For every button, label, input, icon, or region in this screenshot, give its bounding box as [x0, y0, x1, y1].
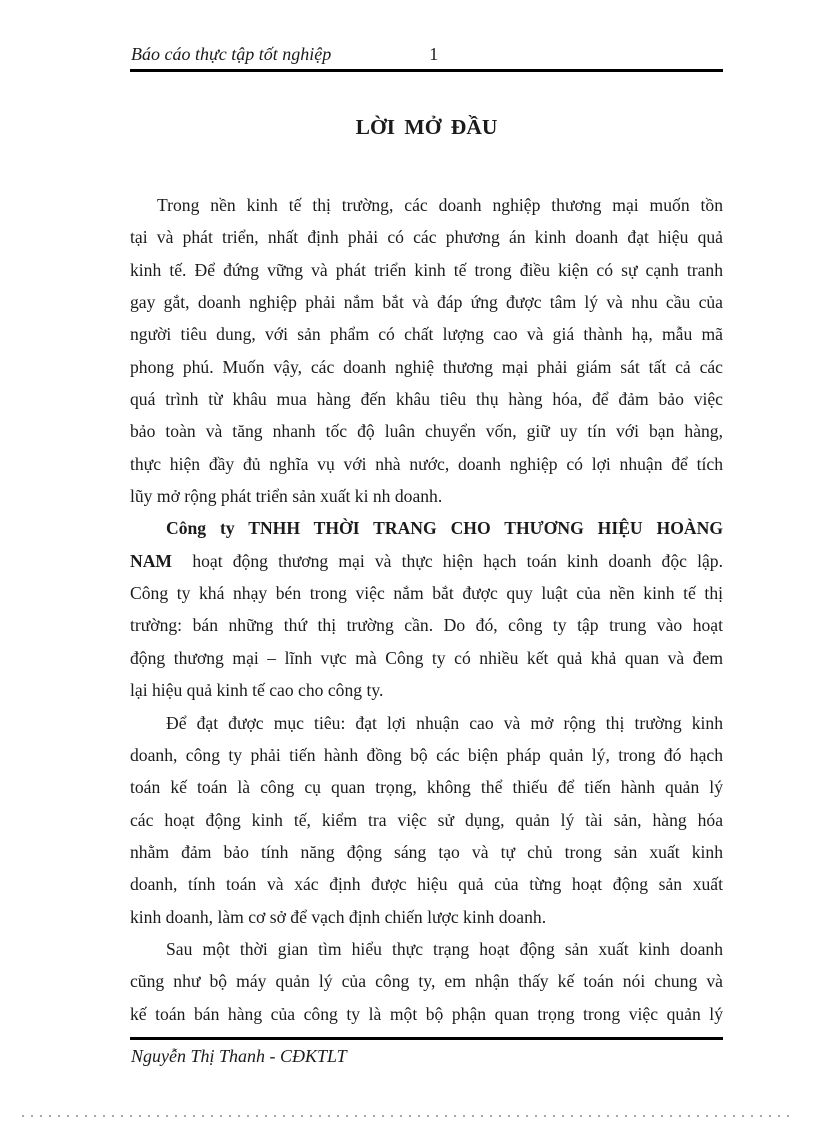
- text-boundary-dots: [22, 1115, 792, 1117]
- document-heading: LỜI MỞ ĐẦU: [355, 115, 498, 139]
- text-line: Sau một thời gian tìm hiểu thực trạng hoạt động sản xuất kinh doanh: [166, 938, 723, 959]
- bold-text-segment: Công ty TNHH THỜI TRANG CHO THƯƠNG HIỆU HOÀNG: [166, 518, 723, 539]
- bold-text-segment: NAM: [130, 550, 173, 571]
- text-line: tại và phát triển, nhất định phải có các phương án kinh doanh đạt hiệu quả: [130, 227, 723, 248]
- text-line: phong phú. Muốn vậy, các doanh nghiệ thương mại phải giám sát tất cả các: [130, 356, 723, 377]
- text-line: Để đạt được mục tiêu: đạt lợi nhuận cao và mở rộng thị trường kinh: [166, 712, 723, 733]
- paragraph: [130, 512, 723, 706]
- footer-author: Nguyễn Thị Thanh - CĐKTLT: [131, 1046, 347, 1066]
- text-line: Công ty khá nhạy bén trong việc nắm bắt được quy luật của nền kinh tế thị: [130, 583, 723, 604]
- header-divider: [130, 69, 723, 72]
- text-line: quá trình từ khâu mua hàng đến khâu tiêu thụ hàng hóa, để đảm bảo việc: [130, 389, 723, 410]
- paragraph: [130, 933, 723, 1030]
- text-line: người tiêu dung, với sản phẩm có chất lượng cao và giá thành hạ, mẫu mã: [130, 324, 723, 345]
- footer-divider: [130, 1037, 723, 1040]
- text-line: [130, 545, 723, 577]
- text-line: kế toán bán hàng của công ty là một bộ phận quan trọng trong việc quản lý: [130, 1003, 723, 1024]
- text-line: các hoạt động kinh tế, kiểm tra việc sử dụng, quản lý tài sản, hàng hóa: [130, 809, 723, 830]
- text-line: động thương mại – lĩnh vực mà Công ty có nhiều kết quả khả quan và đem: [130, 647, 723, 668]
- text-line: kinh tế. Để đứng vững và phát triển kinh tế trong điều kiện có sự cạnh tranh: [130, 259, 723, 280]
- text-line: [130, 512, 723, 544]
- text-line: bảo toàn và tăng nhanh tốc độ luân chuyển vốn, giữ uy tín với bạn hàng,: [130, 421, 723, 442]
- text-line: doanh, công ty phải tiến hành đồng bộ các biện pháp quản lý, trong đó hạch: [130, 744, 723, 765]
- text-line: lũy mở rộng phát triển sản xuất ki nh doanh.: [130, 486, 443, 507]
- text-line: Trong nền kinh tế thị trường, các doanh nghiệp thương mại muốn tồn: [157, 195, 723, 215]
- document-body: [130, 189, 723, 1030]
- text-line: toán kế toán là công cụ quan trọng, không thể thiếu để tiến hành quản lý: [130, 777, 723, 798]
- text-line: lại hiệu quả kinh tế cao cho công ty.: [130, 680, 384, 701]
- page-footer: [131, 1044, 723, 1068]
- text-line: nhằm đảm bảo tính năng động sáng tạo và tự chủ trong sản xuất kinh: [130, 841, 723, 862]
- page-number: 1: [429, 44, 439, 64]
- text-line: kinh doanh, làm cơ sở để vạch định chiến lược kinh doanh.: [130, 906, 547, 927]
- text-line: cũng như bộ máy quản lý của công ty, em nhận thấy kế toán nói chung và: [130, 971, 723, 992]
- text-segment: hoạt động thương mại và thực hiện hạch toán kinh doanh độc lập.: [172, 550, 723, 571]
- text-line: thực hiện đầy đủ nghĩa vụ với nhà nước, doanh nghiệp có lợi nhuận để tích: [130, 453, 723, 474]
- text-line: trường: bán những thứ thị trường cần. Do đó, công ty tập trung vào hoạt: [130, 615, 723, 636]
- text-line: doanh, tính toán và xác định được hiệu quả của từng hoạt động sản xuất: [130, 874, 723, 895]
- text-line: gay gắt, doanh nghiệp phải nắm bắt và đáp ứng được tâm lý và nhu cầu của: [130, 292, 723, 313]
- paragraph: [130, 707, 723, 933]
- page-header: [131, 42, 723, 66]
- header-title: Báo cáo thực tập tốt nghiệp: [131, 44, 332, 64]
- paragraph: [130, 189, 723, 512]
